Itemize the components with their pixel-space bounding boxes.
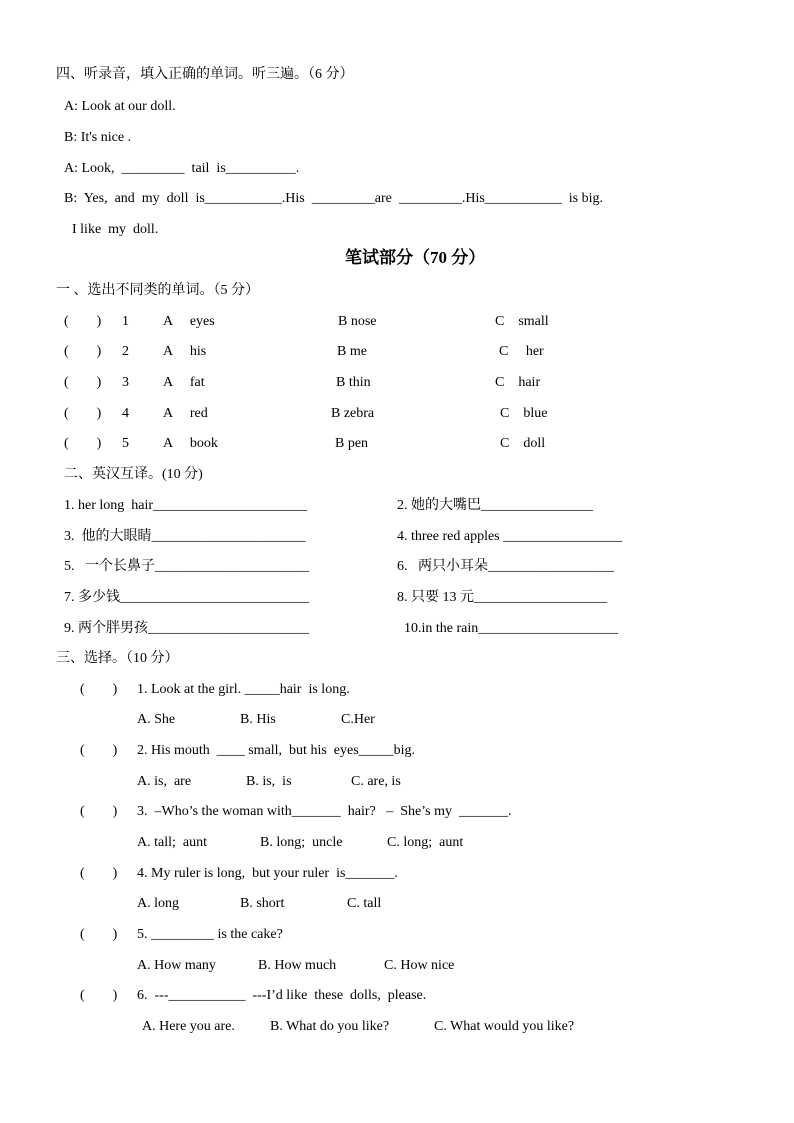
- option-a: A fat: [163, 375, 205, 390]
- question-number: 1: [122, 314, 129, 329]
- option-b: B me: [337, 344, 367, 359]
- choice-b: B. short: [240, 896, 285, 911]
- answer-paren[interactable]: ( ): [64, 344, 102, 359]
- choice-b: B. is, is: [246, 774, 292, 789]
- dialogue-line: A: Look at our doll.: [64, 99, 176, 114]
- question-number: 3: [122, 375, 129, 390]
- option-c: C doll: [500, 436, 546, 451]
- translation-item[interactable]: 6. 两只小耳朵__________________: [397, 559, 614, 574]
- choice-c: C. long; aunt: [387, 835, 464, 850]
- translation-item[interactable]: 9. 两个胖男孩_______________________: [64, 621, 309, 636]
- dialogue-line: B: It's nice .: [64, 130, 132, 145]
- answer-paren[interactable]: ( ): [80, 804, 118, 819]
- answer-paren[interactable]: ( ): [80, 682, 118, 697]
- answer-paren[interactable]: ( ): [64, 375, 102, 390]
- answer-paren[interactable]: ( ): [80, 743, 118, 758]
- answer-paren[interactable]: ( ): [64, 314, 102, 329]
- answer-paren[interactable]: ( ): [64, 406, 102, 421]
- question-text: 1. Look at the girl. _____hair is long.: [137, 682, 350, 697]
- choice-c: C. are, is: [351, 774, 401, 789]
- option-c: C small: [495, 314, 549, 329]
- translation-item[interactable]: 7. 多少钱___________________________: [64, 590, 309, 605]
- question-text: 5. _________ is the cake?: [137, 927, 283, 942]
- option-a: A his: [163, 344, 207, 359]
- question-text: 4. My ruler is long, but your ruler is_______.: [137, 866, 398, 881]
- section-3-heading: 三、选择。（10 分）: [56, 651, 179, 666]
- section-1-heading: 一 、选出不同类的单词。（5 分）: [56, 283, 259, 298]
- dialogue-line: B: Yes, and my doll is___________.His _________are _________.His___________ is big.: [64, 191, 604, 206]
- choice-a: A. How many: [137, 958, 216, 973]
- dialogue-line: I like my doll.: [72, 222, 159, 237]
- answer-paren[interactable]: ( ): [80, 988, 118, 1003]
- dialogue-line: A: Look, _________ tail is__________.: [64, 161, 300, 176]
- translation-item[interactable]: 8. 只要 13 元___________________: [397, 590, 607, 605]
- choice-c: C. What would you like?: [434, 1019, 575, 1034]
- choice-a: A. is, are: [137, 774, 192, 789]
- option-b: B pen: [335, 436, 369, 451]
- translation-item[interactable]: 5. 一个长鼻子______________________: [64, 559, 309, 574]
- option-a: A red: [163, 406, 208, 421]
- question-text: 6. ---___________ ---I’d like these dolls, please.: [137, 988, 427, 1003]
- translation-item[interactable]: 2. 她的大嘴巴________________: [397, 498, 593, 513]
- choice-a: A. Here you are.: [142, 1019, 235, 1034]
- choice-b: B. His: [240, 712, 276, 727]
- written-part-title: 笔试部分（70 分）: [345, 248, 486, 267]
- option-a: A book: [163, 436, 218, 451]
- translation-item[interactable]: 1. her long hair______________________: [64, 498, 308, 513]
- choice-a: A. long: [137, 896, 179, 911]
- question-number: 2: [122, 344, 129, 359]
- question-text: 3. –Who’s the woman with_______ hair? – She’s my _______.: [137, 804, 512, 819]
- translation-item[interactable]: 10.in the rain____________________: [404, 621, 619, 636]
- section-2-heading: 二、英汉互译。(10 分): [64, 467, 203, 482]
- option-b: B thin: [336, 375, 371, 390]
- choice-c: C. How nice: [384, 958, 455, 973]
- choice-b: B. What do you like?: [270, 1019, 390, 1034]
- choice-c: C. tall: [347, 896, 382, 911]
- choice-a: A. She: [137, 712, 176, 727]
- section-4-heading: 四、听录音，填入正确的单词。听三遍。（6 分）: [56, 67, 354, 82]
- answer-paren[interactable]: ( ): [80, 866, 118, 881]
- choice-b: B. long; uncle: [260, 835, 343, 850]
- question-number: 5: [122, 436, 129, 451]
- option-a: A eyes: [163, 314, 215, 329]
- option-c: C her: [499, 344, 544, 359]
- option-b: B nose: [338, 314, 377, 329]
- question-text: 2. His mouth ____ small, but his eyes_____big.: [137, 743, 416, 758]
- choice-a: A. tall; aunt: [137, 835, 207, 850]
- choice-b: B. How much: [258, 958, 337, 973]
- translation-item[interactable]: 3. 他的大眼睛______________________: [64, 529, 306, 544]
- option-c: C hair: [495, 375, 541, 390]
- question-number: 4: [122, 406, 129, 421]
- answer-paren[interactable]: ( ): [64, 436, 102, 451]
- answer-paren[interactable]: ( ): [80, 927, 118, 942]
- option-b: B zebra: [331, 406, 375, 421]
- translation-item[interactable]: 4. three red apples _________________: [397, 529, 623, 544]
- choice-c: C.Her: [341, 712, 375, 727]
- option-c: C blue: [500, 406, 548, 421]
